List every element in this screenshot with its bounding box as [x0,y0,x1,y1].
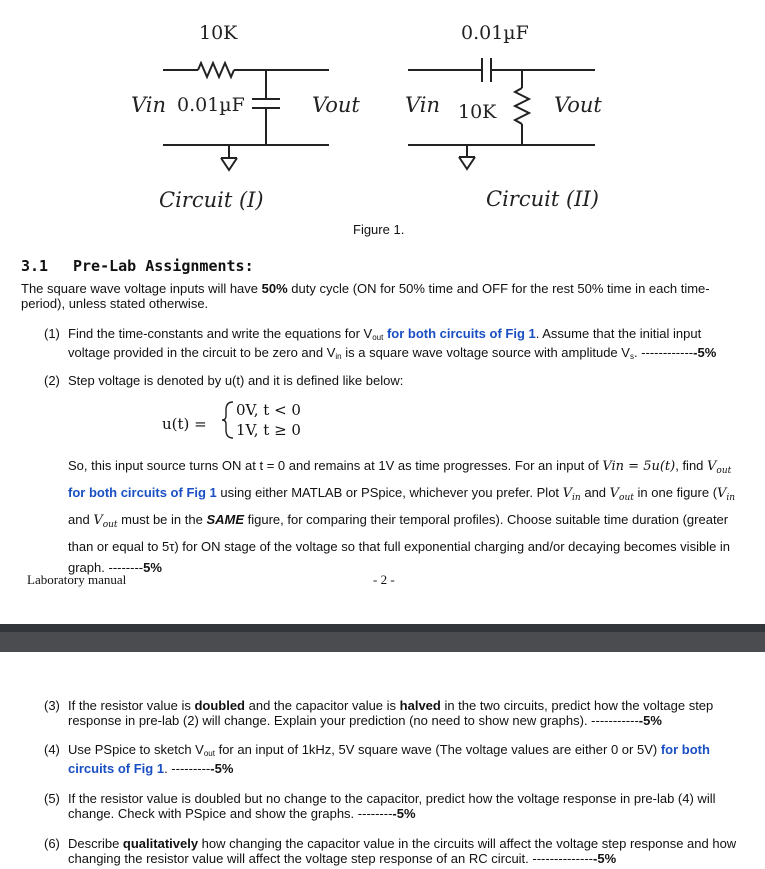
c1-vin-label: Vin [131,93,167,117]
item-1-number: (1) [44,326,60,341]
item-5-number: (5) [44,791,60,806]
step-eq-row-1: 0V, t < 0 [236,401,301,419]
intro-paragraph: The square wave voltage inputs will have 50% duty cycle (ON for 50% time and OFF for the rest 50% time in each time-period), unless stated otherwise. [21,281,710,311]
item-5-text: If the resistor value is doubled but no change to the capacitor, predict how the voltage response in pre-lab (4) will change. Check with PSpice and show the graphs. ---------5% [68,791,716,821]
c1-cap-label: 0.01µF [177,94,245,116]
item-3-number: (3) [44,698,60,713]
step-eq-lhs: u(t) = [162,415,207,433]
c2-circuit-label: Circuit (II) [486,187,599,211]
page-2 [0,652,765,869]
c1-circuit-label: Circuit (I) [159,188,264,212]
item-2-text: Step voltage is denoted by u(t) and it is defined like below: [68,373,404,388]
step-eq-brace [221,400,235,440]
page-number: - 2 - [373,572,395,587]
section-title: Pre-Lab Assignments: [73,257,254,275]
c2-resistor-label: 10K [458,101,497,123]
c2-vout-label: Vout [554,93,602,117]
c1-resistor-label: 10K [199,22,238,44]
figure-caption: Figure 1. [353,222,405,237]
step-eq-row-2: 1V, t ≥ 0 [236,421,301,439]
item-6-text: Describe qualitatively how changing the capacitor value in the circuits will affect the voltage step response and how changing the resistor value will affect the voltage step response of an RC circuit. ---------------5% [68,836,737,866]
c1-ground-symbol [221,158,237,170]
c1-resistor-zigzag [198,63,234,77]
footer-left: Laboratory manual [27,572,127,587]
item-4-number: (4) [44,742,60,757]
item-6-number: (6) [44,836,60,851]
c2-resistor-zigzag [515,88,529,124]
item-3-text: If the resistor value is doubled and the capacitor value is halved in the two circuits, predict how the voltage step response in pre-lab (2) will change. Explain your prediction (no need to show new graphs). ------------5% [68,698,714,728]
item-1-text: Find the time-constants and write the equations for Vout for both circuits of Fig 1. Assume that the initial input voltage provided in the circuit to be zero and Vin is a square wave voltage source with amplitude Vs. -------------5% [68,326,717,361]
item-4-text: Use PSpice to sketch Vout for an input of 1kHz, 5V square wave (The voltage values are either 0 or 5V) for both circuits of Fig 1. ----------5% [68,742,710,776]
c2-ground-symbol [459,157,475,169]
c2-cap-label: 0.01µF [461,22,529,44]
c2-vin-label: Vin [405,93,441,117]
section-heading [21,257,254,275]
page-separator [0,624,765,652]
figure-1-circuits [0,0,765,220]
item-2-number: (2) [44,373,60,388]
c1-vout-label: Vout [312,93,360,117]
section-number: 3.1 [21,257,49,275]
item-2-paragraph: So, this input source turns ON at t = 0 and remains at 1V as time progresses. For an input of Vin = 5u(t), find $V_{out}$ for both circuits of Fig 1 using either MATLAB or PSpice, whichever you prefer. Plot $V_{in}$ and $V_{out}$ in one figure ($V_{in}$ and $V_{out}$ must be in the SAME figure, for comparing their temporal profiles). Choose suitable time duration (greater than or equal to 5τ) for ON stage of the voltage so that full exponential charging and/or decaying becomes visible in graph. --------5% [68,458,736,575]
